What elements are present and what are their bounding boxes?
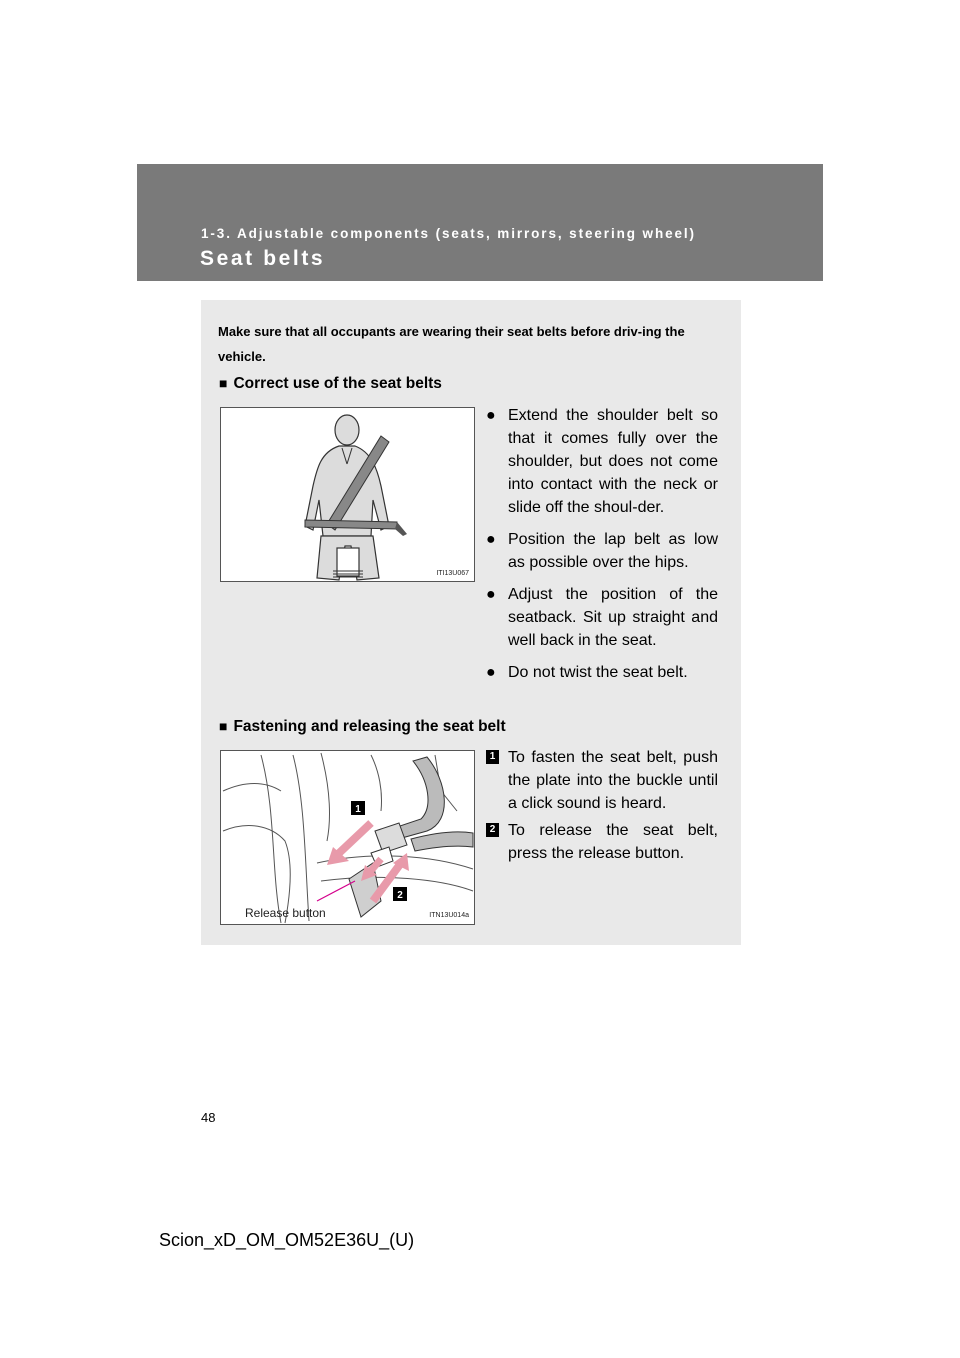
- bullet-icon: ●: [486, 586, 496, 603]
- bullet-item: ● Position the lap belt as low as possible over the hips.: [486, 528, 718, 574]
- heading-text: Correct use of the seat belts: [233, 375, 442, 392]
- content-box: [201, 300, 741, 945]
- page-number: 48: [201, 1110, 216, 1125]
- release-button-callout: Release button: [245, 906, 326, 920]
- seated-occupant-drawing: [221, 408, 474, 581]
- step-item: 2 To release the seat belt, press the release button.: [486, 819, 718, 865]
- square-marker-icon: ■: [219, 375, 228, 391]
- intro-text: Make sure that all occupants are wearing their seat belts before driv-ing the vehicle.: [218, 324, 685, 364]
- heading-text: Fastening and releasing the seat belt: [233, 718, 506, 735]
- step-item: 1 To fasten the seat belt, push the plate into the buckle until a click sound is heard.: [486, 746, 718, 815]
- svg-text:1: 1: [355, 804, 361, 815]
- buckle-drawing: [221, 751, 474, 924]
- image-code: ITN13U014a: [429, 912, 469, 919]
- bullet-icon: ●: [486, 531, 496, 548]
- buckle-illustration: [220, 750, 475, 925]
- bullet-item: ● Adjust the position of the seatback. Sit up straight and well back in the seat.: [486, 583, 718, 652]
- correct-use-bullets: [486, 404, 718, 693]
- bullet-item: ● Extend the shoulder belt so that it comes fully over the shoulder, but does not come into contact with the neck or slide off the shoul-der.: [486, 404, 718, 519]
- page-title: Seat belts: [200, 247, 326, 270]
- image-code: ITI13U067: [436, 570, 469, 577]
- bullet-icon: ●: [486, 664, 496, 681]
- bullet-icon: ●: [486, 407, 496, 424]
- svg-text:2: 2: [397, 890, 403, 901]
- heading-fastening: [219, 718, 506, 736]
- seated-occupant-illustration: [220, 407, 475, 582]
- page-header: [137, 164, 823, 281]
- fastening-steps: [486, 746, 718, 869]
- footer-doc-code: Scion_xD_OM_OM52E36U_(U): [159, 1230, 415, 1250]
- step-number-icon: 2: [486, 823, 499, 837]
- heading-correct-use: [219, 375, 442, 393]
- bullet-item: ● Do not twist the seat belt.: [486, 661, 718, 684]
- section-label: 1-3. Adjustable components (seats, mirrors, steering wheel): [201, 226, 696, 241]
- step-number-icon: 1: [486, 750, 499, 764]
- square-marker-icon: ■: [219, 718, 228, 734]
